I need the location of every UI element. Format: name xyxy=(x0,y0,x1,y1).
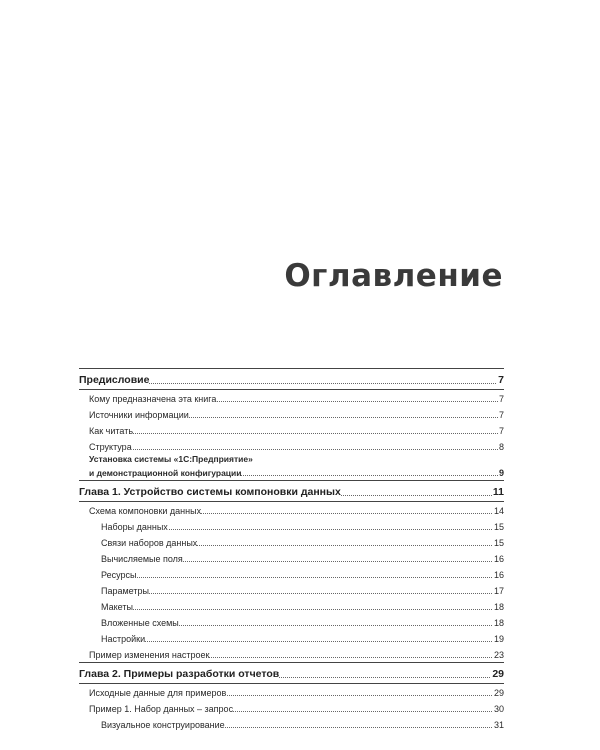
toc-entry-title: Схема компоновки данных xyxy=(89,506,202,516)
toc-entry-page: 7 xyxy=(498,410,504,420)
toc-entry-title: Пример изменения настроек xyxy=(89,650,210,660)
toc-entry-title: Наборы данных xyxy=(101,522,168,532)
toc-entry[interactable] xyxy=(79,438,504,454)
toc-entry-page: 7 xyxy=(498,374,504,386)
toc-entry-page: 15 xyxy=(493,522,504,532)
toc-entry-title-line1: Установка системы «1С:Предприятие» xyxy=(89,454,253,464)
toc-entry-title: Пример 1. Набор данных – запрос xyxy=(89,704,234,714)
toc-entry-title: Предисловие xyxy=(79,374,150,386)
toc-entry-page: 7 xyxy=(498,394,504,404)
toc-entry-chapter-1[interactable] xyxy=(79,481,504,501)
toc-entry-title: Источники информации xyxy=(89,410,189,420)
toc-entry[interactable] xyxy=(79,390,504,406)
toc-entry-install[interactable] xyxy=(79,454,504,480)
toc-entry-title: Вложенные схемы xyxy=(101,618,179,628)
toc-entry-title: Кому предназначена эта книга xyxy=(89,394,217,404)
toc-subentry[interactable] xyxy=(79,534,504,550)
leader-dots xyxy=(101,608,504,610)
toc-entry-page: 18 xyxy=(493,618,504,628)
toc-entry-page: 7 xyxy=(498,426,504,436)
toc-entry-page: 17 xyxy=(493,586,504,596)
toc-subentry[interactable] xyxy=(79,550,504,566)
leader-dots xyxy=(101,640,504,642)
toc-entry-title-line2: и демонстрационной конфигурации xyxy=(89,468,242,478)
toc-entry-title: Как читать xyxy=(89,426,134,436)
toc-entry-page: 23 xyxy=(493,650,504,660)
toc-entry-title: Макеты xyxy=(101,602,133,612)
toc-entry[interactable] xyxy=(79,422,504,438)
toc-entry-title: Структура xyxy=(89,442,132,452)
toc-entry-page: 8 xyxy=(498,442,504,452)
toc-entry-page: 16 xyxy=(493,570,504,580)
toc-subentry[interactable] xyxy=(79,716,504,732)
toc-entry-title: Ресурсы xyxy=(101,570,137,580)
toc-subentry[interactable] xyxy=(79,614,504,630)
toc-entry-title: Настройки xyxy=(101,634,146,644)
toc-entry-title: Вычисляемые поля xyxy=(101,554,183,564)
leader-dots xyxy=(89,448,504,450)
toc-entry[interactable] xyxy=(79,700,504,716)
toc-entry-page: 18 xyxy=(493,602,504,612)
toc-subentry[interactable] xyxy=(79,582,504,598)
toc-entry-page: 9 xyxy=(498,468,504,478)
table-of-contents xyxy=(79,368,504,732)
toc-entry-title: Визуальное конструирование xyxy=(101,720,225,730)
toc-subentry[interactable] xyxy=(79,630,504,646)
leader-dots xyxy=(101,592,504,594)
toc-entry[interactable] xyxy=(79,502,504,518)
toc-entry[interactable] xyxy=(79,406,504,422)
toc-entry[interactable] xyxy=(79,684,504,700)
toc-entry-page: 31 xyxy=(493,720,504,730)
toc-entry-page: 15 xyxy=(493,538,504,548)
toc-entry[interactable] xyxy=(79,646,504,662)
toc-subentry[interactable] xyxy=(79,518,504,534)
toc-entry-title: Глава 2. Примеры разработки отчетов xyxy=(79,668,280,680)
page-title: Оглавление xyxy=(284,258,503,294)
toc-entry-page: 19 xyxy=(493,634,504,644)
toc-entry-page: 29 xyxy=(493,688,504,698)
toc-entry-title: Глава 1. Устройство системы компоновки данных xyxy=(79,486,341,498)
leader-dots xyxy=(89,432,504,434)
toc-entry-page: 16 xyxy=(493,554,504,564)
toc-entry-title: Исходные данные для примеров xyxy=(89,688,227,698)
leader-dots xyxy=(101,576,504,578)
toc-entry-page: 29 xyxy=(492,668,504,680)
toc-entry-page: 11 xyxy=(492,486,504,498)
toc-subentry[interactable] xyxy=(79,566,504,582)
toc-entry-title: Связи наборов данных xyxy=(101,538,198,548)
toc-subentry[interactable] xyxy=(79,598,504,614)
toc-entry-page: 30 xyxy=(493,704,504,714)
toc-entry-title: Параметры xyxy=(101,586,149,596)
toc-entry-page: 14 xyxy=(493,506,504,516)
toc-entry-preface[interactable] xyxy=(79,369,504,389)
toc-entry-chapter-2[interactable] xyxy=(79,663,504,683)
